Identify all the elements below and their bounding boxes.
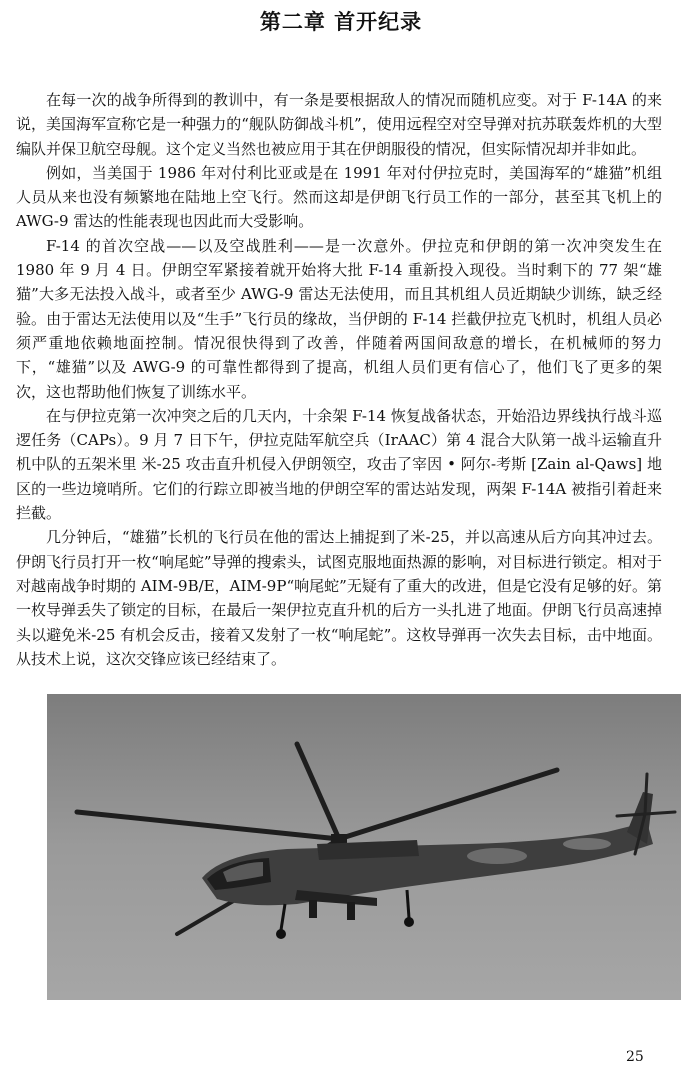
paragraph: 在与伊拉克第一次冲突之后的几天内，十余架 F-14 恢复战备状态，开始沿边界线执行战斗巡逻任务（CAPs）。9 月 7 日下午，伊拉克陆军航空兵（IrAAC）第 4 混合大队第一战斗运输直升机中队的五架米里 米-25 攻击直升机侵入伊朗领空，攻击了宰因 • 阿尔-考斯 [Zain al-Qaws] 地区的一些边境哨所。它们的行踪立即被当地的伊朗空军的雷达站发现，两架 F-14A 被指引着赶来拦截。 [16, 406, 662, 523]
paragraph: 例如，当美国于 1986 年对付利比亚或是在 1991 年对付伊拉克时，美国海军的“雄猫”机组人员从来也没有频繁地在陆地上空飞行。然而这却是伊朗飞行员工作的一部分，甚至其飞机上的 AWG-9 雷达的性能表现也因此而大受影响。 [16, 163, 662, 231]
chapter-title: 第二章 首开纪录 [259, 9, 423, 34]
paragraph: 在每一次的战争所得到的教训中，有一条是要根据敌人的情况而随机应变。对于 F-14A 的来说，美国海军宣称它是一种强力的“舰队防御战斗机”，使用远程空对空导弹对抗苏联轰炸机的大型编队并保卫航空母舰。这个定义当然也被应用于其在伊朗服役的情况，但实际情况却并非如此。 [16, 91, 662, 158]
paragraph: 几分钟后，“雄猫”长机的飞行员在他的雷达上捕捉到了米-25，并以高速从后方向其冲过去。伊朗飞行员打开一枚“响尾蛇”导弹的搜索头，试图克服地面热源的影响，对目标进行锁定。相对于对越南战争时期的 AIM-9B/E，AIM-9P“响尾蛇”无疑有了重大的改进，但是它没有足够的好。第一枚导弹丢失了锁定的目标，在最后一架伊拉克直升机的后方一头扎进了地面。伊朗飞行员高速掉头以避免米-25 有机会反击，接着又发射了一枚“响尾蛇”。这枚导弹再一次失去目标，击中地面。从技术上说，这次交锋应该已经结束了。 [16, 528, 662, 668]
helicopter-photo [47, 694, 681, 1000]
body-text [16, 88, 662, 671]
paragraph: F-14 的首次空战——以及空战胜利——是一次意外。伊拉克和伊朗的第一次冲突发生在 1980 年 9 月 4 日。伊朗空军紧接着就开始将大批 F-14 重新投入现役。当时剩下的 77 架“雄猫”大多无法投入战斗，或者至少 AWG-9 雷达无法使用，而且其机组人员近期缺少训练，缺乏经验。由于雷达无法使用以及“生手”飞行员的缘故，当伊朗的 F-14 拦截伊拉克飞机时，机组人员必须严重地依赖地面控制。情况很快得到了改善，伴随着两国间敌意的增长，在机械师的努力下，“雄猫”以及 AWG-9 的可靠性都得到了提高，机组人员们更有信心了，他们飞了更多的架次，这也帮助他们恢复了训练水平。 [16, 236, 662, 401]
page-number: 25 [626, 1049, 644, 1065]
